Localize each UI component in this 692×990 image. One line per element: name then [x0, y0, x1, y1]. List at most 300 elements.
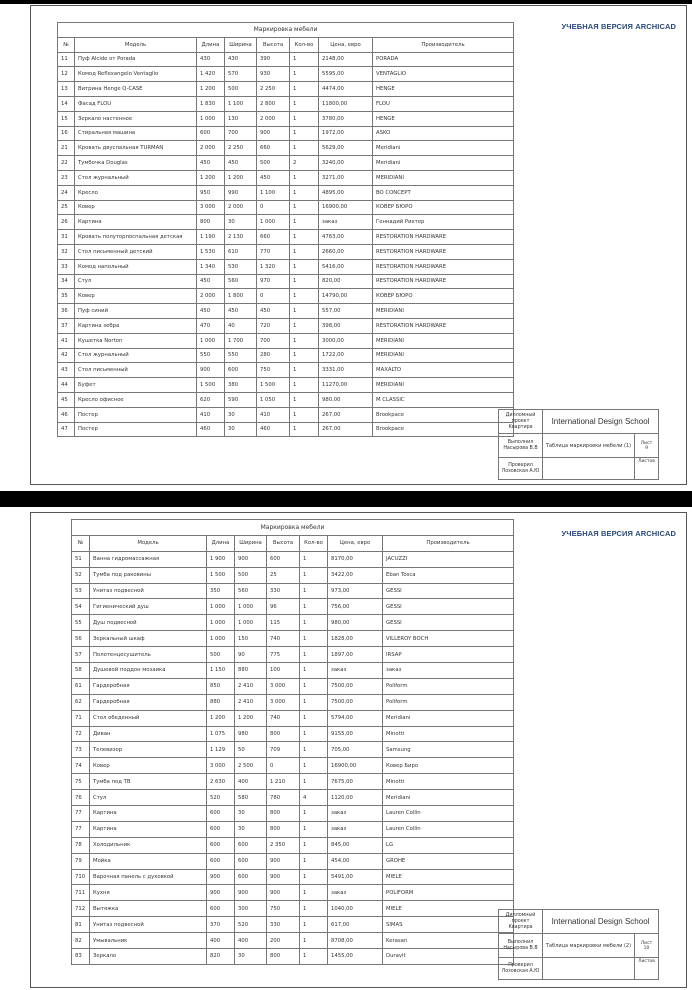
col-height: 450	[257, 304, 290, 319]
col-number: 37	[58, 318, 75, 333]
col-width: 40	[225, 318, 257, 333]
col-length: 820	[207, 949, 235, 965]
col-manufacturer: Poliform	[383, 678, 514, 694]
table-header-row	[72, 535, 514, 551]
col-length: 900	[207, 869, 235, 885]
col-length: 1 200	[197, 82, 225, 97]
sheet-number: 9	[645, 445, 648, 451]
col-price: 11800,00	[319, 96, 373, 111]
col-number: 75	[72, 774, 90, 790]
col-model: Телевизор	[90, 742, 207, 758]
col-quantity: 1	[290, 304, 319, 319]
col-model: Вытяжка	[90, 901, 207, 917]
col-manufacturer: GESSI	[383, 615, 514, 631]
col-model: Ковер	[90, 758, 207, 774]
col-quantity: 1	[290, 333, 319, 348]
col-model: Гигиенический душ	[90, 599, 207, 615]
col-number: 62	[72, 694, 90, 710]
col-quantity: 1	[290, 289, 319, 304]
sheet-label: Лист	[640, 940, 653, 946]
col-price: 9155,00	[328, 726, 383, 742]
col-width: 380	[225, 378, 257, 393]
col-price: 3422,00	[328, 567, 383, 583]
col-manufacturer: PORADA	[373, 52, 514, 67]
col-price: 267,00	[319, 407, 373, 422]
col-number: 47	[58, 422, 75, 437]
col-model: Гардеробная	[90, 678, 207, 694]
col-quantity: 1	[290, 67, 319, 82]
col-manufacturer: GESSI	[383, 583, 514, 599]
col-quantity: 4	[300, 790, 328, 806]
col-quantity: 1	[300, 583, 328, 599]
col-length: 1 129	[207, 742, 235, 758]
col-model: Тумба под раковины	[90, 567, 207, 583]
col-quantity: 1	[290, 52, 319, 67]
col-number: 712	[72, 901, 90, 917]
col-length: 1 075	[207, 726, 235, 742]
col-height: 3 000	[267, 694, 300, 710]
col-quantity: 1	[290, 407, 319, 422]
col-length: 450	[197, 274, 225, 289]
col-model: Тумбочка Douglas	[75, 156, 197, 171]
col-price: 16900,00	[328, 758, 383, 774]
col-width: 1 100	[225, 96, 257, 111]
col-width: 880	[235, 663, 267, 679]
col-height: 720	[257, 318, 290, 333]
col-price: 845,00	[328, 837, 383, 853]
col-number: 15	[58, 111, 75, 126]
title-block	[498, 409, 659, 480]
col-width: 1 200	[225, 170, 257, 185]
col-height: 280	[257, 348, 290, 363]
col-manufacturer: RESTORATION HARDWARE	[373, 259, 514, 274]
col-manufacturer: Eban Tosca	[383, 567, 514, 583]
sheets-label: Листов	[635, 958, 659, 980]
col-model: Полотенцесушитель	[90, 647, 207, 663]
col-model: Мойка	[90, 853, 207, 869]
col-price: 5491,00	[328, 869, 383, 885]
col-number: 79	[72, 853, 90, 869]
col-length: 800	[197, 215, 225, 230]
col-height: 900	[267, 885, 300, 901]
col-length: 400	[207, 933, 235, 949]
col-quantity: 2	[290, 156, 319, 171]
sheet-number-cell	[635, 934, 659, 958]
table-row	[58, 378, 514, 393]
col-manufacturer: IRSAP	[383, 647, 514, 663]
table-row	[72, 885, 514, 901]
col-price: заказ	[328, 821, 383, 837]
col-length: 1 000	[207, 599, 235, 615]
table-row	[58, 141, 514, 156]
table-row	[72, 710, 514, 726]
col-price: 398,00	[319, 318, 373, 333]
col-width: 560	[225, 274, 257, 289]
col-number: 71	[72, 710, 90, 726]
col-length: 350	[207, 583, 235, 599]
table-row	[58, 215, 514, 230]
col-quantity: 1	[290, 141, 319, 156]
table-row	[58, 111, 514, 126]
col-number: 711	[72, 885, 90, 901]
col-price: 1828,00	[328, 631, 383, 647]
table-row	[72, 917, 514, 933]
col-number: 46	[58, 407, 75, 422]
col-quantity: 1	[300, 774, 328, 790]
col-price: 980,00	[319, 392, 373, 407]
col-manufacturer: RESTORATION HARDWARE	[373, 318, 514, 333]
col-width: 1 000	[235, 615, 267, 631]
table-row	[58, 333, 514, 348]
col-price: 8170,00	[328, 551, 383, 567]
table-row	[72, 933, 514, 949]
col-price: 7500,00	[328, 678, 383, 694]
col-height: 800	[267, 949, 300, 965]
col-number: 52	[72, 567, 90, 583]
col-height: 330	[267, 917, 300, 933]
col-width: 700	[225, 126, 257, 141]
col-height: 750	[267, 901, 300, 917]
col-number: 41	[58, 333, 75, 348]
col-length: 470	[197, 318, 225, 333]
col-quantity: 1	[290, 363, 319, 378]
col-quantity: 1	[290, 170, 319, 185]
col-manufacturer: Meridiani	[383, 710, 514, 726]
col-height: 800	[267, 806, 300, 822]
header-col-manufacturer: Производитель	[373, 37, 514, 52]
col-height: 100	[267, 663, 300, 679]
col-length: 900	[207, 885, 235, 901]
col-price: 4474,00	[319, 82, 373, 97]
table-row	[58, 82, 514, 97]
col-model: Кухня	[90, 885, 207, 901]
project-label: Дипломный проект Квартира	[499, 410, 543, 434]
col-width: 400	[235, 774, 267, 790]
col-price: 1040,00	[328, 901, 383, 917]
col-number: 56	[72, 631, 90, 647]
sheet-number: 10	[643, 945, 650, 951]
col-height: 600	[267, 551, 300, 567]
table-row	[72, 647, 514, 663]
col-height: 115	[267, 615, 300, 631]
col-number: 51	[72, 551, 90, 567]
col-price: 5629,00	[319, 141, 373, 156]
table-row	[72, 694, 514, 710]
col-width: 980	[235, 726, 267, 742]
col-number: 36	[58, 304, 75, 319]
col-price: 5595,00	[319, 67, 373, 82]
school-name: International Design School	[543, 910, 659, 934]
table-row	[72, 742, 514, 758]
col-price: 1972,00	[319, 126, 373, 141]
header-col-length: Длина	[197, 37, 225, 52]
col-number: 44	[58, 378, 75, 393]
col-model: Картина зебра	[75, 318, 197, 333]
col-number: 42	[58, 348, 75, 363]
col-width: 50	[235, 742, 267, 758]
col-quantity: 1	[290, 244, 319, 259]
col-number: 34	[58, 274, 75, 289]
table-row	[58, 200, 514, 215]
table-row	[58, 170, 514, 185]
col-width: 2 250	[225, 141, 257, 156]
col-manufacturer: BO CONCEPT	[373, 185, 514, 200]
col-manufacturer: Meridiani	[383, 790, 514, 806]
col-number: 43	[58, 363, 75, 378]
col-number: 77	[72, 821, 90, 837]
col-number: 74	[72, 758, 90, 774]
col-price: 705,00	[328, 742, 383, 758]
col-height: 25	[267, 567, 300, 583]
col-model: Стиральная машина	[75, 126, 197, 141]
col-width: 570	[225, 67, 257, 82]
col-quantity: 1	[290, 378, 319, 393]
header-col-height: Высота	[267, 535, 300, 551]
col-price: 820,00	[319, 274, 373, 289]
col-width: 400	[235, 933, 267, 949]
col-width: 990	[225, 185, 257, 200]
col-width: 610	[225, 244, 257, 259]
col-manufacturer: SIMAS	[383, 917, 514, 933]
col-quantity: 1	[290, 230, 319, 245]
header-col-quantity: Кол-во	[290, 37, 319, 52]
table-row	[58, 318, 514, 333]
col-length: 600	[207, 901, 235, 917]
col-height: 0	[257, 289, 290, 304]
sheet-name: Таблица маркировки мебели (2)	[543, 934, 635, 958]
col-height: 800	[267, 726, 300, 742]
col-length: 2 000	[197, 141, 225, 156]
col-number: 12	[58, 67, 75, 82]
col-length: 1 830	[197, 96, 225, 111]
sheet-label: Лист	[640, 440, 653, 446]
col-height: 200	[267, 933, 300, 949]
table-row	[58, 348, 514, 363]
col-quantity: 1	[290, 111, 319, 126]
col-price: 756,00	[328, 599, 383, 615]
col-length: 850	[207, 678, 235, 694]
col-length: 600	[197, 126, 225, 141]
col-model: Витрина Henge Q-CASE	[75, 82, 197, 97]
col-quantity: 1	[300, 631, 328, 647]
col-quantity: 1	[300, 853, 328, 869]
col-height: 2 800	[257, 96, 290, 111]
col-price: 2660,00	[319, 244, 373, 259]
col-quantity: 1	[300, 615, 328, 631]
col-length: 3 000	[197, 200, 225, 215]
col-length: 1 150	[207, 663, 235, 679]
table-row	[72, 726, 514, 742]
col-price: 3000,00	[319, 333, 373, 348]
col-manufacturer: VILLEROY BOCH	[383, 631, 514, 647]
col-model: Унитаз подвесной	[90, 917, 207, 933]
col-width: 2 410	[235, 694, 267, 710]
col-height: 900	[267, 853, 300, 869]
col-number: 55	[72, 615, 90, 631]
table-row	[72, 551, 514, 567]
col-manufacturer: M CLASSIC	[373, 392, 514, 407]
author-label: Выполнил Насырова В.В	[499, 434, 543, 458]
col-width: 30	[225, 215, 257, 230]
col-number: 26	[58, 215, 75, 230]
col-width: 430	[225, 52, 257, 67]
col-model: Кровать полуторпоспальная детская	[75, 230, 197, 245]
table-row	[58, 185, 514, 200]
col-price: 557,00	[319, 304, 373, 319]
col-length: 1 530	[197, 244, 225, 259]
col-model: Фасад FLOU	[75, 96, 197, 111]
col-model: Душевой поддон мозаика	[90, 663, 207, 679]
col-width: 520	[235, 917, 267, 933]
col-quantity: 1	[290, 318, 319, 333]
col-model: Стол журнальный	[75, 348, 197, 363]
col-height: 930	[257, 67, 290, 82]
col-height: 0	[267, 758, 300, 774]
table-body	[72, 551, 514, 964]
col-length: 370	[207, 917, 235, 933]
col-manufacturer: Lauren Collin	[383, 806, 514, 822]
col-quantity: 1	[300, 869, 328, 885]
col-model: Унитаз подвесной	[90, 583, 207, 599]
col-manufacturer: LG	[383, 837, 514, 853]
col-price: 4763,00	[319, 230, 373, 245]
col-model: Ковер	[75, 289, 197, 304]
col-model: Картина	[90, 806, 207, 822]
col-number: 76	[72, 790, 90, 806]
table-row	[72, 806, 514, 822]
watermark: УЧЕБНАЯ ВЕРСИЯ ARCHICAD	[561, 22, 676, 31]
col-width: 1 800	[225, 289, 257, 304]
col-number: 82	[72, 933, 90, 949]
col-number: 83	[72, 949, 90, 965]
col-length: 1 500	[207, 567, 235, 583]
col-quantity: 1	[300, 599, 328, 615]
header-col-model: Модель	[75, 37, 197, 52]
col-width: 2 130	[225, 230, 257, 245]
col-model: Кровать двуспальная TURMAN	[75, 141, 197, 156]
col-model: Гардеробная	[90, 694, 207, 710]
col-manufacturer: MIELE	[383, 901, 514, 917]
sheet-number-cell	[635, 434, 659, 458]
col-height: 900	[257, 126, 290, 141]
author-label: Выполнил Насырова В.В	[499, 934, 543, 958]
col-length: 1 200	[197, 170, 225, 185]
col-quantity: 1	[290, 200, 319, 215]
col-width: 590	[225, 392, 257, 407]
col-length: 1 000	[197, 333, 225, 348]
col-manufacturer: HENGE	[373, 82, 514, 97]
col-width: 900	[235, 551, 267, 567]
col-height: 740	[267, 710, 300, 726]
col-number: 21	[58, 141, 75, 156]
col-quantity: 1	[300, 885, 328, 901]
col-price: 980,00	[328, 615, 383, 631]
col-height: 1 050	[257, 392, 290, 407]
col-width: 90	[235, 647, 267, 663]
col-height: 450	[257, 170, 290, 185]
col-model: Пуф синий	[75, 304, 197, 319]
col-manufacturer: Poliform	[383, 694, 514, 710]
col-manufacturer: MERIDIANI	[373, 348, 514, 363]
col-price: 267,00	[319, 422, 373, 437]
col-quantity: 1	[300, 949, 328, 965]
col-height: 1 000	[257, 215, 290, 230]
watermark: УЧЕБНАЯ ВЕРСИЯ ARCHICAD	[561, 529, 676, 538]
col-price: заказ	[328, 885, 383, 901]
col-model: Диван	[90, 726, 207, 742]
col-quantity: 1	[290, 348, 319, 363]
table-row	[72, 758, 514, 774]
col-length: 880	[207, 694, 235, 710]
table-row	[58, 363, 514, 378]
col-quantity: 1	[290, 126, 319, 141]
col-height: 2 350	[267, 837, 300, 853]
top-border	[0, 0, 692, 4]
col-number: 23	[58, 170, 75, 185]
col-manufacturer: ASKO	[373, 126, 514, 141]
table-row	[58, 52, 514, 67]
col-height: 330	[267, 583, 300, 599]
header-col-quantity: Кол-во	[300, 535, 328, 551]
checker-label: Проверил Лозовская А.Ю	[499, 958, 543, 980]
col-price: 973,00	[328, 583, 383, 599]
table-row	[58, 126, 514, 141]
col-number: 58	[72, 663, 90, 679]
col-width: 600	[235, 853, 267, 869]
header-col-number: №	[72, 535, 90, 551]
table-header-row	[58, 37, 514, 52]
col-height: 1 500	[257, 378, 290, 393]
col-number: 78	[72, 837, 90, 853]
table-row	[72, 599, 514, 615]
col-height: 2 250	[257, 82, 290, 97]
col-height: 740	[267, 631, 300, 647]
col-length: 1 200	[207, 710, 235, 726]
col-length: 410	[197, 407, 225, 422]
col-length: 550	[197, 348, 225, 363]
col-width: 130	[225, 111, 257, 126]
col-manufacturer: Lauren Collin	[383, 821, 514, 837]
col-quantity: 1	[300, 837, 328, 853]
col-number: 32	[58, 244, 75, 259]
col-price: 14790,00	[319, 289, 373, 304]
col-quantity: 1	[290, 274, 319, 289]
col-manufacturer: RESTORATION HARDWARE	[373, 274, 514, 289]
col-quantity: 1	[300, 567, 328, 583]
col-length: 600	[207, 821, 235, 837]
header-col-manufacturer: Производитель	[383, 535, 514, 551]
col-width: 1 200	[235, 710, 267, 726]
col-manufacturer: Ковер Биро	[383, 758, 514, 774]
col-number: 14	[58, 96, 75, 111]
table-row	[58, 392, 514, 407]
col-width: 550	[225, 348, 257, 363]
table-row	[58, 96, 514, 111]
col-manufacturer: JACUZZI	[383, 551, 514, 567]
col-price: 11270,00	[319, 378, 373, 393]
col-price: 4895,00	[319, 185, 373, 200]
col-price: 1722,00	[319, 348, 373, 363]
col-model: Кресло офисное	[75, 392, 197, 407]
col-model: Стул	[90, 790, 207, 806]
col-manufacturer: Brookpace	[373, 422, 514, 437]
sheets-label: Листов	[635, 458, 659, 480]
col-height: 3 000	[267, 678, 300, 694]
table-row	[72, 631, 514, 647]
col-price: 1120,00	[328, 790, 383, 806]
col-height: 709	[267, 742, 300, 758]
col-model: Буфет	[75, 378, 197, 393]
